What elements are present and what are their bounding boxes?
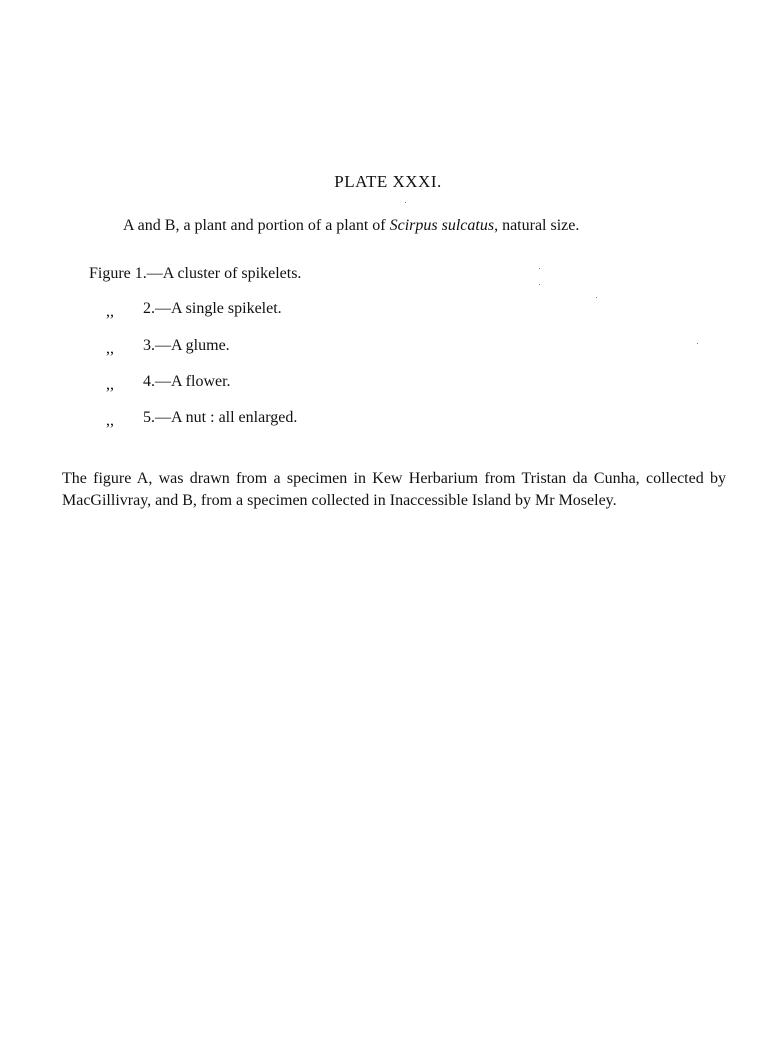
figure-5-line	[143, 409, 297, 427]
figure-5-prefix: 5.—	[143, 409, 171, 426]
plate-title: PLATE XXXI.	[334, 172, 442, 191]
figure-1-prefix: Figure 1.—	[89, 265, 163, 282]
figure-2-line	[143, 300, 282, 318]
figure-3-line	[143, 337, 230, 355]
figure-4-prefix: 4.—	[143, 373, 171, 390]
figure-4-description: A flower.	[171, 373, 231, 390]
figure-2-ditto: ,,	[106, 303, 114, 320]
figure-5-description: A nut : all enlarged.	[171, 409, 298, 426]
figure-1-description: A cluster of spikelets.	[162, 265, 302, 282]
specimen-note: The figure A, was drawn from a specimen in Kew Herbarium from Tristan da Cunha, collected by MacGillivray, and B, from a specimen collected in Inaccessible Island by Mr Moseley.	[62, 470, 726, 509]
scan-speck	[405, 202, 406, 203]
caption-text-before: A and B, a plant and portion of a plant of	[123, 217, 390, 234]
figure-2-description: A single spikelet.	[171, 300, 282, 317]
scan-speck	[539, 268, 540, 269]
figure-5-ditto: ,,	[106, 412, 114, 429]
scan-speck	[596, 297, 597, 298]
scan-speck	[697, 343, 698, 344]
figure-2-prefix: 2.—	[143, 300, 171, 317]
figure-1-line	[89, 265, 301, 283]
scan-speck	[539, 284, 540, 285]
plate-caption	[123, 217, 579, 235]
figure-3-ditto: ,,	[106, 340, 114, 357]
figure-3-prefix: 3.—	[143, 337, 171, 354]
caption-text-after: , natural size.	[494, 217, 580, 234]
figure-4-ditto: ,,	[106, 376, 114, 393]
species-name: Scirpus sulcatus	[389, 217, 495, 234]
figure-3-description: A glume.	[171, 337, 230, 354]
figure-4-line	[143, 373, 231, 391]
